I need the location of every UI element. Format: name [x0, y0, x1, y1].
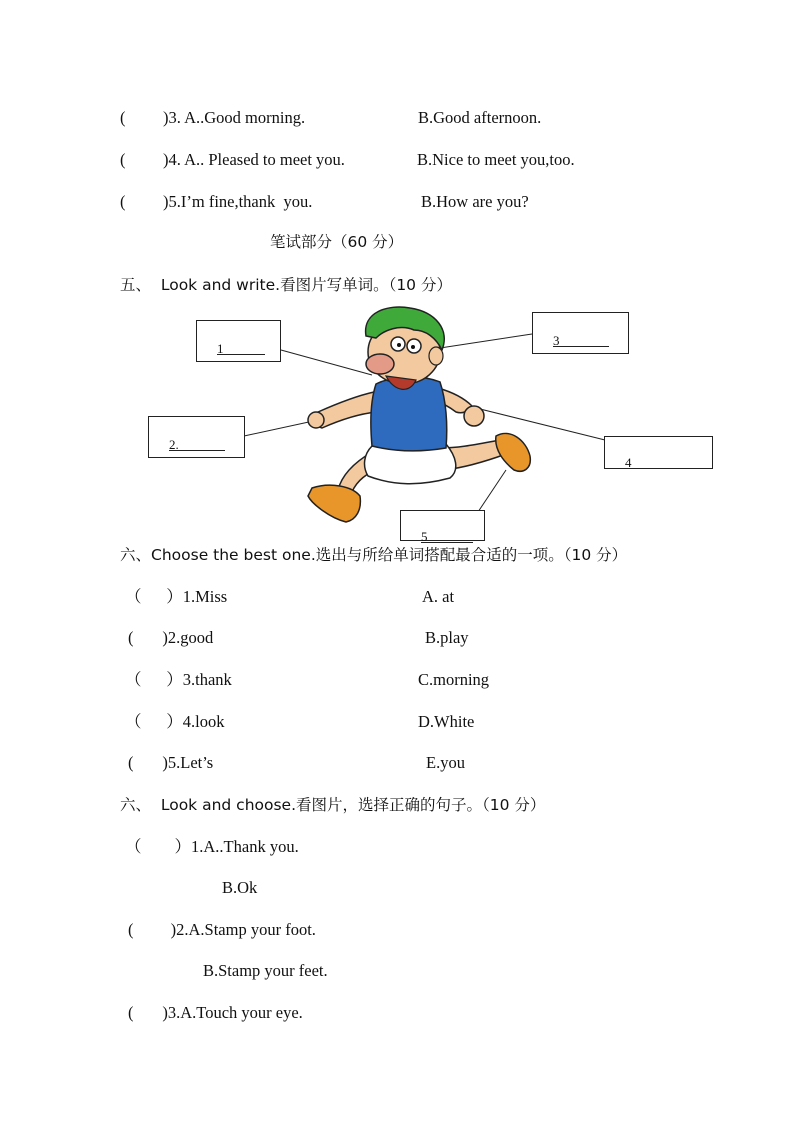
match-left-2: ( )2.good: [128, 628, 214, 647]
section5-title: 五、 Look and write.看图片写单词。（10 分）: [120, 276, 452, 294]
q4-option-a: )4. A.. Pleased to meet you.: [163, 150, 345, 169]
leader-line-4: [468, 406, 605, 440]
label-box-5[interactable]: [400, 510, 485, 544]
match-right-c: C.morning: [418, 670, 490, 689]
q5-option-b: B.How are you?: [421, 192, 529, 211]
label-number-5: 5: [421, 529, 428, 544]
choose-q1-b: B.Ok: [222, 878, 258, 897]
blank-2: [169, 437, 225, 451]
shoe-right: [496, 433, 531, 471]
q3-option-b: B.Good afternoon.: [418, 108, 542, 127]
section6b-title: 六、 Look and choose.看图片，选择正确的句子。（10 分）: [120, 796, 546, 814]
leader-line-1: [281, 350, 372, 375]
label-number-3: 3: [553, 333, 560, 348]
choose-q2-a: ( )2.A.Stamp your foot.: [128, 920, 316, 939]
shoe-left: [308, 485, 360, 522]
section6a-title: 六、Choose the best one.选出与所给单词搭配最合适的一项。（10 分）: [120, 546, 628, 564]
blank-5: [421, 529, 473, 543]
label-number-1: 1: [217, 341, 224, 356]
label-number-2: 2.: [169, 437, 179, 452]
blank-4: [625, 455, 693, 469]
q5-open-paren: (: [120, 192, 126, 211]
q4-option-b: B.Nice to meet you,too.: [417, 150, 575, 169]
choose-q2-b: B.Stamp your feet.: [203, 961, 328, 980]
blank-3: [553, 333, 609, 347]
match-left-4: （ ）4.look: [125, 712, 225, 731]
label-box-3[interactable]: [532, 312, 629, 354]
leader-line-3: [440, 334, 532, 348]
label-box-1[interactable]: [196, 320, 281, 362]
choose-q3-a: ( )3.A.Touch your eye.: [128, 1003, 303, 1022]
blank-1: [217, 341, 265, 355]
label-box-4[interactable]: [604, 436, 713, 469]
match-right-a: A. at: [422, 587, 455, 606]
leader-line-2: [244, 420, 318, 436]
q5-option-a: )5.I’m fine,thank you.: [163, 192, 313, 211]
match-left-1: （ ）1.Miss: [125, 587, 228, 606]
label-number-4: 4: [625, 455, 632, 470]
match-right-d: D.White: [418, 712, 475, 731]
choose-q1-a: （ ）1.A..Thank you.: [125, 837, 299, 856]
label-box-2[interactable]: [148, 416, 245, 458]
written-section-heading: 笔试部分（60 分）: [270, 233, 404, 251]
q3-open-paren: (: [120, 108, 126, 127]
match-left-5: ( )5.Let’s: [128, 753, 214, 772]
leader-line-5: [478, 470, 506, 512]
match-right-b: B.play: [425, 628, 469, 647]
match-right-e: E.you: [426, 753, 465, 772]
match-left-3: （ ）3.thank: [125, 670, 232, 689]
q3-option-a: )3. A..Good morning.: [163, 108, 306, 127]
q4-open-paren: (: [120, 150, 126, 169]
